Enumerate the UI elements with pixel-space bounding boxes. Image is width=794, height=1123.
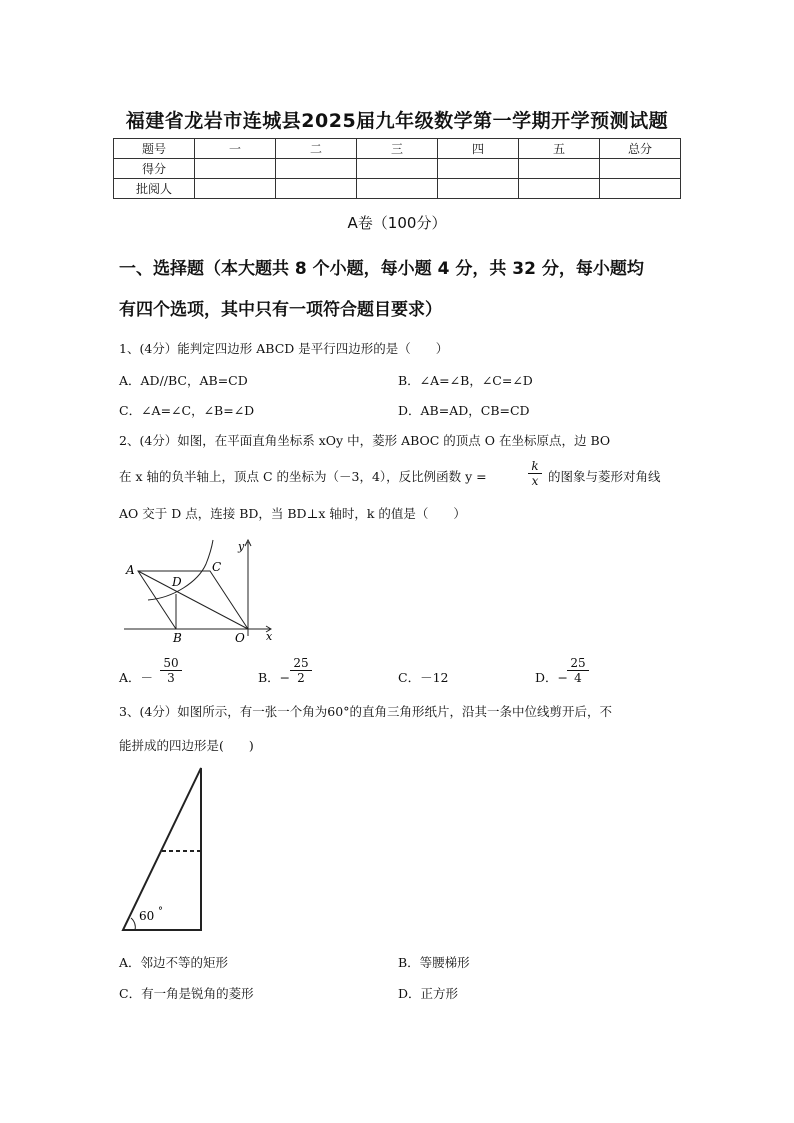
score-cell: [438, 159, 519, 179]
label-d: D: [172, 575, 182, 589]
q2-option-d-fraction: [567, 656, 589, 685]
q1-option-d: D．AB=AD，CB=CD: [398, 403, 530, 418]
q2-option-a-fraction: [160, 656, 182, 685]
score-cell: [357, 159, 438, 179]
page-title: 福建省龙岩市连城县2025届九年级数学第一学期开学预测试题: [125, 110, 669, 132]
q2-rhombus-figure: [118, 536, 280, 648]
score-cell: [600, 159, 681, 179]
q2-function-fraction: [528, 459, 542, 488]
q3-triangle-figure: [115, 764, 215, 934]
header-cell: 一: [195, 139, 276, 159]
degree-sign: °: [158, 906, 163, 917]
q3-stem-line1: 3、(4分）如图所示，有一张一个角为60°的直角三角形纸片，沿其一条中位线剪开后，不: [119, 704, 612, 719]
q1-option-b: B．∠A=∠B，∠C=∠D: [398, 373, 533, 388]
q2-stem-line1: 2、(4分）如图，在平面直角坐标系 xOy 中，菱形 ABOC 的顶点 O 在坐标原点，边 BO: [119, 433, 611, 448]
grader-cell: [600, 179, 681, 199]
q1-option-c: C．∠A=∠C，∠B=∠D: [119, 403, 255, 418]
fraction-denominator: x: [531, 474, 539, 488]
label-c: C: [212, 560, 222, 574]
q2-stem-line2b: 的图象与菱形对角线: [548, 469, 661, 484]
grader-cell: [438, 179, 519, 199]
label-x: x: [266, 630, 273, 643]
q2-stem-line3: AO 交于 D 点，连接 BD，当 BD⊥x 轴时，k 的值是（ ）: [119, 506, 466, 521]
fraction-numerator: 25: [290, 656, 312, 671]
grader-cell: [519, 179, 600, 199]
grader-cell: [357, 179, 438, 199]
section-heading: 一、选择题（本大题共 8 个小题，每小题 4 分，共 32 分，每小题均: [119, 259, 644, 279]
angle-60-label: 60: [139, 909, 155, 923]
fraction-numerator: k: [528, 459, 542, 474]
q3-option-d: D．正方形: [398, 986, 459, 1001]
fraction-denominator: 3: [167, 671, 175, 685]
score-row: [114, 159, 681, 179]
q3-option-b: B．等腰梯形: [398, 955, 470, 970]
row-label: 批阅人: [114, 179, 195, 199]
score-cell: [276, 159, 357, 179]
label-b: B: [173, 631, 182, 645]
label-y: y: [238, 540, 245, 553]
fraction-denominator: 2: [297, 671, 305, 685]
score-table-header: [114, 139, 681, 159]
hyperbola-curve: [148, 540, 213, 600]
header-cell: 题号: [114, 139, 195, 159]
q2-option-d: D．−: [535, 670, 568, 685]
q1-option-a: A．AD//BC，AB=CD: [119, 373, 248, 388]
q2-stem-line2a: 在 x 轴的负半轴上，顶点 C 的坐标为（－3，4），反比例函数 y =: [119, 469, 487, 484]
fraction-numerator: 25: [567, 656, 589, 671]
row-label: 得分: [114, 159, 195, 179]
grader-cell: [276, 179, 357, 199]
header-cell: 二: [276, 139, 357, 159]
q3-stem-line2: 能拼成的四边形是( ): [119, 738, 254, 753]
grader-cell: [195, 179, 276, 199]
q2-option-c: C．－12: [398, 670, 449, 685]
paper-a-heading: A卷（100分）: [347, 214, 447, 232]
label-o: O: [235, 631, 245, 645]
header-cell: 总分: [600, 139, 681, 159]
section-heading-cont: 有四个选项，其中只有一项符合题目要求）: [119, 300, 442, 320]
score-cell: [195, 159, 276, 179]
q2-option-a: A．－: [119, 670, 154, 685]
grader-row: [114, 179, 681, 199]
header-cell: 四: [438, 139, 519, 159]
header-cell: 三: [357, 139, 438, 159]
q1-stem: 1、(4分）能判定四边形 ABCD 是平行四边形的是（ ）: [119, 341, 449, 356]
score-cell: [519, 159, 600, 179]
q2-option-b: B．−: [258, 670, 291, 685]
header-cell: 五: [519, 139, 600, 159]
score-table: [113, 138, 681, 199]
angle-arc: [131, 918, 135, 930]
q3-option-a: A．邻边不等的矩形: [119, 955, 229, 970]
label-a: A: [126, 563, 135, 577]
diagonal-ao: [138, 571, 248, 629]
fraction-denominator: 4: [574, 671, 582, 685]
q2-option-b-fraction: [290, 656, 312, 685]
q3-option-c: C．有一角是锐角的菱形: [119, 986, 254, 1001]
fraction-numerator: 50: [160, 656, 182, 671]
